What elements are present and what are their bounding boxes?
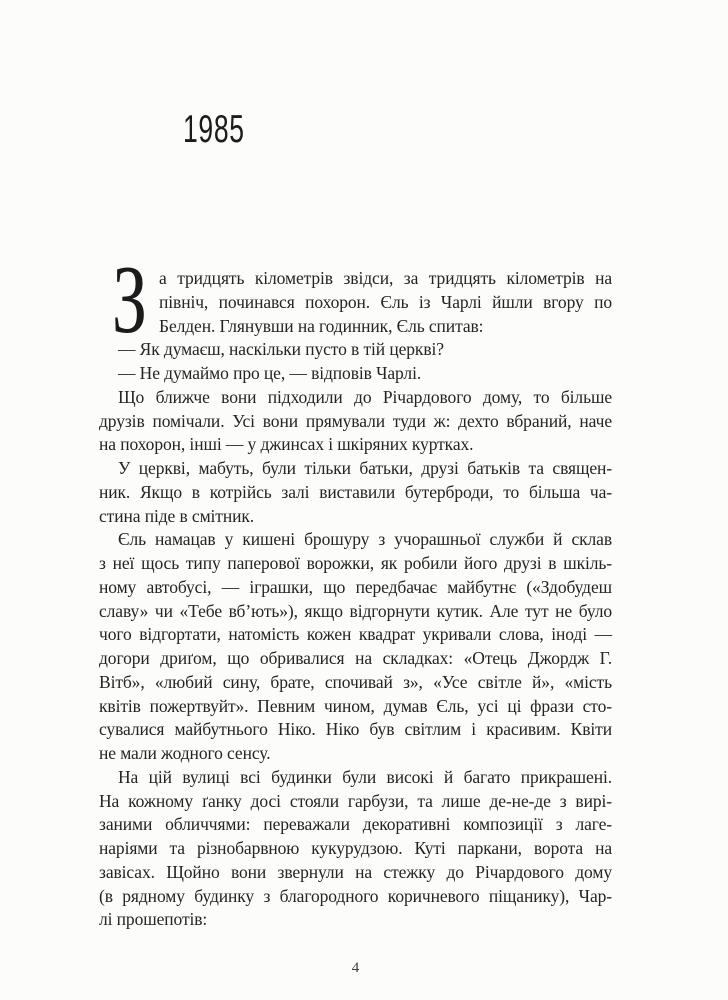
paragraph-body [99, 386, 612, 457]
text-line: квітів пожертвуйт». Певним чином, думав Єль, усі ці фрази сто- [99, 695, 612, 716]
text-line: Белден. Глянувши на годинник, Єль спитав: [159, 315, 484, 336]
text-line: На цій вулиці всі будинки були високі й багато прикрашені. [118, 766, 612, 787]
paragraph-dialogue [99, 362, 612, 386]
drop-cap [112, 246, 159, 353]
text-line: не мали жодного сенсу. [99, 743, 271, 763]
page-number: 4 [351, 960, 360, 976]
text-line: сувалися майбутнього Ніко. Ніко був світлим і красивим. Квіти [99, 719, 612, 740]
text-line: — Як думаєш, наскільки пусто в тій церкві? [118, 339, 444, 360]
text-line: лі прошепотів: [99, 909, 208, 930]
text-line: з неї щось типу паперової ворожки, як робили його друзі в шкіль- [99, 553, 612, 573]
text-line: на похорон, інші — у джинсах і шкіряних куртках. [99, 434, 474, 455]
paragraph-body [99, 528, 612, 766]
paragraph-body [99, 457, 612, 528]
paragraph-body [99, 766, 612, 932]
text-line: догори дриґом, що обривалися на складках: «Отець Джордж Г. [99, 648, 612, 668]
text-line: наріями та різнобарвною кукурудзою. Куті паркани, ворота на [99, 838, 612, 858]
chapter-year-text: 1985 [183, 108, 245, 151]
text-line: чого відгортати, натомість кожен квадрат укривали слова, іноді — [99, 624, 612, 645]
drop-cap-letter: З [112, 246, 147, 353]
text-line: На кожному ґанку досі стояли гарбузи, та лише де-не-де з вирі- [99, 790, 612, 811]
text-line: Що ближче вони підходили до Річардового дому, то більше [118, 386, 612, 407]
text-line: стина піде в смітник. [99, 505, 255, 526]
chapter-year-heading [183, 110, 274, 149]
text-line: заними обличчями: переважали декоративні композиції з лаге- [99, 814, 612, 835]
text-line: славу» чи «Тебе вб’ють»), якщо відгорнути кутик. Але тут не було [99, 600, 612, 621]
text-line: північ, починався похорон. Єль із Чарлі йшли вгору по [159, 291, 612, 312]
text-line: У церкві, мабуть, були тільки батьки, друзі батьків та священ- [118, 458, 612, 478]
text-line: а тридцять кілометрів звідси, за тридцять кілометрів на [159, 268, 612, 288]
text-line: (в рядному будинку з благородного коричневого піщанику), Чар- [99, 885, 612, 906]
text-column [99, 246, 612, 932]
text-line: ному автобусі, — іграшки, що передбачає майбутнє («Здобудеш [99, 576, 612, 597]
paragraph-dialogue [99, 338, 612, 362]
text-line: завісах. Щойно вони звернули на стежку до Річардового дому [99, 861, 612, 882]
text-line: Єль намацав у кишені брошуру з учорашньої служби й склав [118, 529, 612, 550]
text-line: Вітб», «любий сину, брате, спочивай з», «Усе світле й», «мість [99, 671, 612, 692]
text-line: ник. Якщо в котрійсь залі виставили бутерброди, то більша ча- [99, 481, 612, 502]
text-line: друзів помічали. Усі вони прямували туди ж: дехто вбраний, наче [99, 410, 612, 431]
text-line: — Не думаймо про це, — відповів Чарлі. [118, 363, 422, 383]
